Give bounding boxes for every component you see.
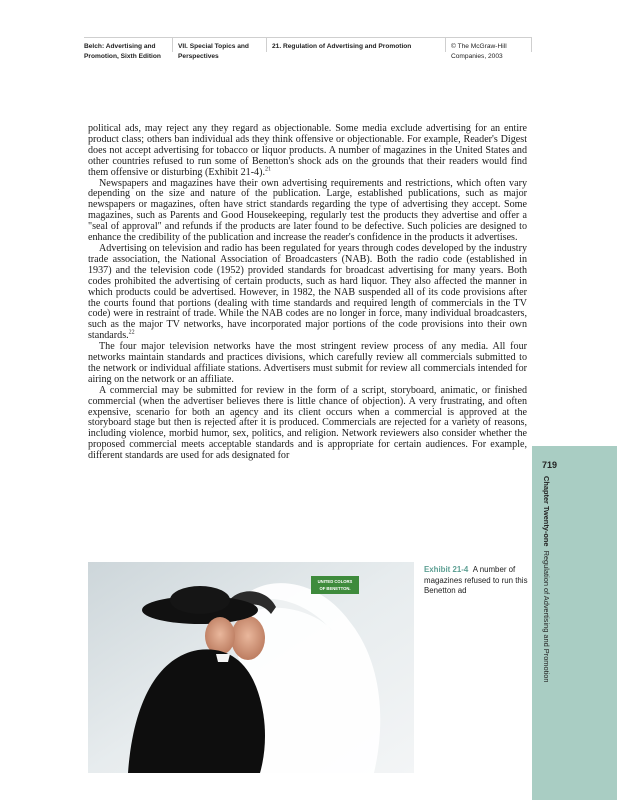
header-divider <box>445 38 446 52</box>
paragraph: The four major television networks have the most stringent review process of any media. All four networks maintain standards and practices divisions, which carefully review all commercials submitted to the network or individual affiliate stations. Advertisers must submit for review all commercials intended for airing on the network or an affiliate. <box>88 341 527 385</box>
header-divider <box>172 38 173 52</box>
chapter-runner-title: Regulation of Advertising and Promotion <box>542 550 551 683</box>
page-number: 719 <box>541 460 558 470</box>
paragraph: Newspapers and magazines have their own advertising requirements and restrictions, which often vary depending on the size and nature of the publication. Large, established publications, such as major newspapers or magazines, often have strict standards regarding the type of advertising they accept. Some magazines, such as Parents and Good Housekeeping, regularly test the products they advertise and offer a "seal of approval" and refunds if the products are later found to be defective. Such policies are designed to enhance the credibility of the publication and increase the reader's confidence in the products it advertises. <box>88 177 527 244</box>
body-text <box>88 124 527 462</box>
header-part-title: VII. Special Topics and Perspectives <box>178 43 249 60</box>
paragraph: A commercial may be submitted for review in the form of a script, storyboard, animatic, or finished commercial (when the advertiser believes there is little chance of objection). A very frustrating, and often expensive, scenario for both an agency and its client occurs when a commercial is approved at the storyboard stage but then is rejected after it is produced. Commercials are rejected for a variety of reasons, including violence, morbid humor, sex, politics, and religion. Network reviewers also consider whether the proposed commercial meets acceptable standards and is appropriate for certain audiences. For example, different standards are used for ads designated for <box>88 384 527 462</box>
exhibit-caption <box>424 565 534 597</box>
header-chapter-title: 21. Regulation of Advertising and Promotion <box>272 43 412 50</box>
paragraph: Advertising on television and radio has been regulated for years through codes developed by the industry trade association, the National Association of Broadcasters (NAB). Both the radio code (established in 1937) and the television code (1952) provided standards for broadcast advertising for many years. Both codes prohibited the advertising of certain products, such as hard liquor. They also affected the manner in which products could be advertised. However, in 1982, the NAB suspended all of its code provisions after the courts found that portions (dealing with time standards and required length of commercials in the TV code) were in restraint of trade. While the NAB codes are no longer in force, many individual broadcasters, such as the major TV networks, have incorporated major portions of the code provisions into their own standards.$^{22}$ <box>88 242 527 342</box>
header-book-title: Belch: Advertising and Promotion, Sixth Edition <box>84 43 161 60</box>
header-divider <box>531 38 532 52</box>
footnote-ref: 21 <box>265 166 271 173</box>
benetton-ad-photo <box>88 562 414 773</box>
chapter-label: Chapter Twenty-one <box>542 476 551 547</box>
svg-text:OF BENETTON.: OF BENETTON. <box>319 586 351 591</box>
svg-text:UNITED COLORS: UNITED COLORS <box>317 579 353 584</box>
exhibit-label: Exhibit 21-4 <box>424 565 469 574</box>
footnote-ref: 22 <box>128 329 135 336</box>
running-header <box>84 37 532 74</box>
header-divider <box>266 38 267 52</box>
chapter-runner <box>540 476 554 796</box>
header-publisher: © The McGraw-Hill Companies, 2003 <box>451 43 507 60</box>
exhibit-caption-text: A number of magazines refused to run this Benetton ad <box>424 565 528 595</box>
chapter-side-tab <box>532 446 617 800</box>
paragraph: political ads, may reject any they regard as objectionable. Some media exclude advertising for an entire product class; others ban individual ads they think offensive or objectionable. For example, Reader's Digest does not accept advertising for tobacco or liquor products. A number of magazines in the United States and other countries refused to run some of Benetton's shock ads on the grounds that their readers would find them offensive or disturbing (Exhibit 21-4).$^{21}$ <box>88 123 527 178</box>
